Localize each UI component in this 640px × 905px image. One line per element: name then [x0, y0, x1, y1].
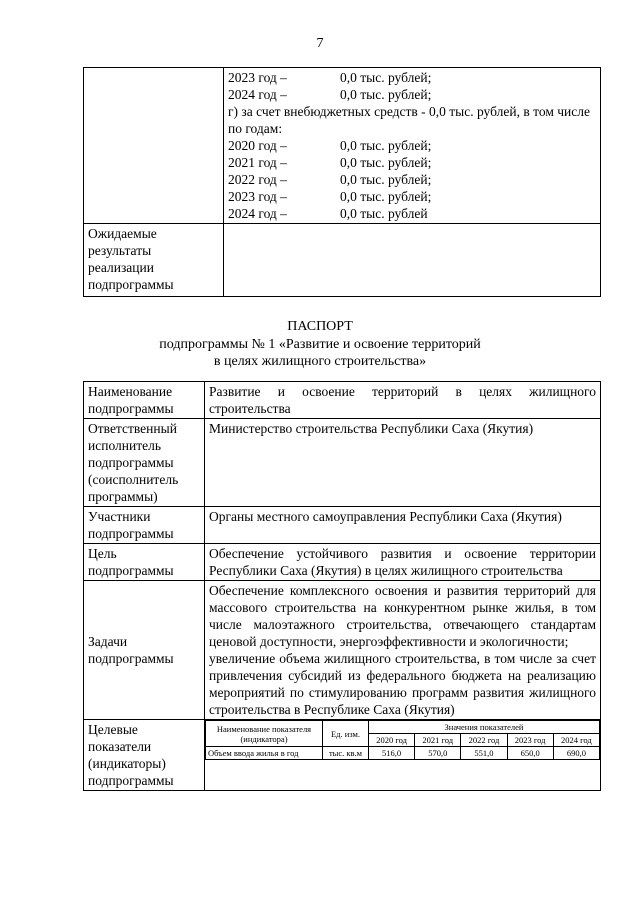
name-row: [84, 382, 601, 419]
page-number: 7: [316, 36, 324, 51]
indicator-value: 516,0: [369, 747, 415, 760]
participants-label: Участники подпрограммы: [84, 507, 205, 544]
passport-subtitle-2: в целях жилищного строительства»: [213, 354, 427, 369]
funding-row: [84, 68, 601, 224]
indicator-unit: тыс. кв.м: [323, 747, 369, 760]
funding-line: [228, 69, 596, 86]
passport-subtitle-1: подпрограммы № 1 «Развитие и освоение территорий: [159, 336, 481, 352]
tasks-paragraph-2: увеличение объема жилищного строительства, в том числе за счет привлечения субсидий из федерального бюджета на реализацию мероприятий по стимулированию программ развития жилищного строительства в Республике Саха (Якутия): [209, 651, 596, 717]
funding-value: 0,0 тыс. рублей: [340, 206, 428, 221]
funding-value: 0,0 тыс. рублей;: [340, 70, 432, 85]
expected-results-label: Ожидаемые результаты реализации подпрограммы: [84, 224, 224, 297]
funding-value: 0,0 тыс. рублей;: [340, 87, 432, 102]
indicator-value: 650,0: [507, 747, 553, 760]
year-header: 2021 год: [415, 734, 461, 747]
funding-details-cell: [224, 68, 601, 224]
year-header: 2023 год: [507, 734, 553, 747]
indicators-header-row: [206, 721, 600, 734]
participants-value: Органы местного самоуправления Республики Саха (Якутия): [205, 507, 601, 544]
funding-line: [228, 171, 596, 188]
indicator-data-row: [206, 747, 600, 760]
indicator-name: Объем ввода жилья в год: [206, 747, 323, 760]
passport-title: ПАСПОРТ: [287, 319, 353, 334]
name-value: Развитие и освоение территорий в целях жилищного строительства: [205, 382, 601, 419]
funding-year: 2020 год –: [228, 138, 287, 153]
passport-heading: [0, 318, 640, 371]
funding-value: 0,0 тыс. рублей;: [340, 155, 432, 170]
participants-row: [84, 507, 601, 544]
funding-value: 0,0 тыс. рублей;: [340, 172, 432, 187]
funding-table: [83, 67, 601, 297]
funding-year: 2024 год –: [228, 87, 287, 102]
expected-results-row: [84, 224, 601, 297]
funding-year: 2022 год –: [228, 172, 287, 187]
indicator-values-header: Значения показателей: [369, 721, 600, 734]
funding-year: 2024 год –: [228, 206, 287, 221]
year-header: 2020 год: [369, 734, 415, 747]
funding-year: 2021 год –: [228, 155, 287, 170]
name-label: Наименование подпрограммы: [84, 382, 205, 419]
tasks-paragraph-1: Обеспечение комплексного освоения и развития территорий для массового строительства на конкурентном рынке жилья, в том числе малоэтажного строительства, отвечающего стандартам ценовой доступности, энергоэффективности и экологичности;: [209, 583, 596, 649]
year-header: 2022 год: [461, 734, 507, 747]
passport-table: [83, 381, 601, 791]
goal-value: Обеспечение устойчивого развития и освоение территории Республики Саха (Якутия) в целях жилищного строительства: [205, 544, 601, 581]
funding-section-g: г) за счет внебюджетных средств - 0,0 тыс. рублей, в том числе по годам:: [228, 104, 590, 136]
indicators-table: [205, 720, 600, 760]
tasks-value: [205, 581, 601, 720]
funding-line: [228, 86, 596, 103]
funding-line: [228, 137, 596, 154]
funding-line: [228, 188, 596, 205]
expected-results-value: [224, 224, 601, 297]
funding-line: [228, 205, 596, 222]
executor-row: [84, 419, 601, 507]
indicator-name-header: Наименование показателя (индикатора): [206, 721, 323, 747]
executor-label: Ответственный исполнитель подпрограммы (соисполнитель программы): [84, 419, 205, 507]
executor-value: Министерство строительства Республики Саха (Якутия): [205, 419, 601, 507]
indicator-unit-header: Ед. изм.: [323, 721, 369, 747]
goal-row: [84, 544, 601, 581]
indicators-row: [84, 720, 601, 791]
year-header: 2024 год: [553, 734, 599, 747]
indicators-cell: [205, 720, 601, 791]
funding-year: 2023 год –: [228, 70, 287, 85]
funding-value: 0,0 тыс. рублей;: [340, 189, 432, 204]
funding-value: 0,0 тыс. рублей;: [340, 138, 432, 153]
indicator-value: 551,0: [461, 747, 507, 760]
funding-year: 2023 год –: [228, 189, 287, 204]
indicator-value: 570,0: [415, 747, 461, 760]
funding-line: [228, 154, 596, 171]
goal-label: Цель подпрограммы: [84, 544, 205, 581]
funding-label-cell: [84, 68, 224, 224]
tasks-row: [84, 581, 601, 720]
tasks-label: Задачи подпрограммы: [84, 581, 205, 720]
indicator-value: 690,0: [553, 747, 599, 760]
indicators-label: Целевые показатели (индикаторы) подпрограммы: [84, 720, 205, 791]
